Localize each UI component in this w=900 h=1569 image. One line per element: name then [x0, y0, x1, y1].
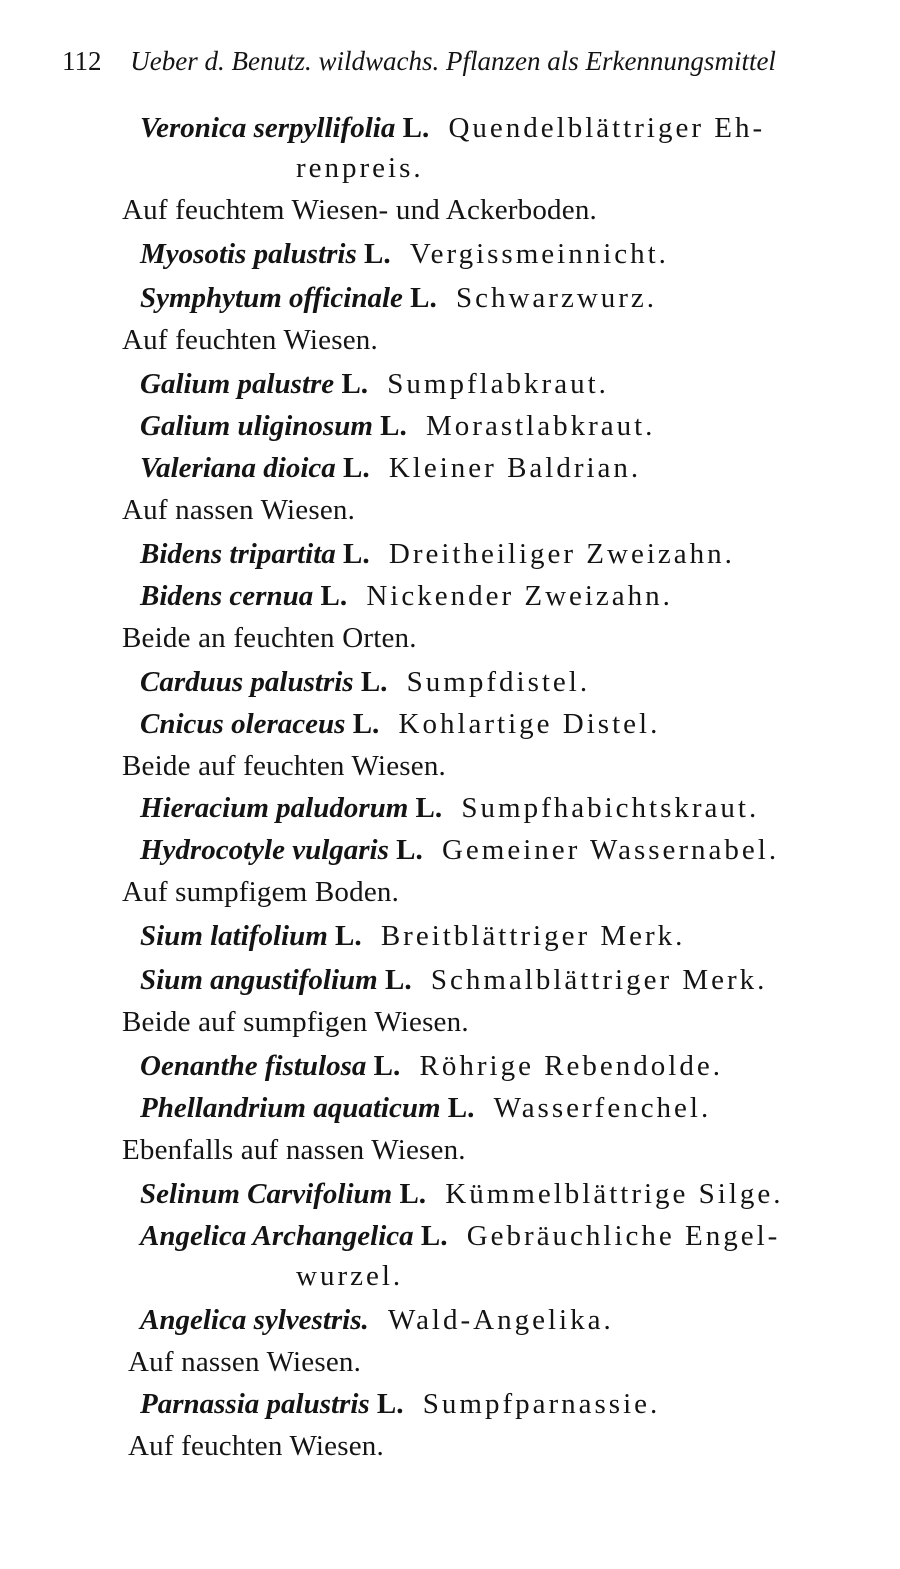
habitat-line: Auf feuchten Wiesen. [128, 1430, 384, 1462]
habitat-line: Beide auf sumpfigen Wiesen. [122, 1006, 469, 1038]
common-name: Quendelblättriger Eh- [448, 112, 766, 144]
species-name: Phellandrium aquaticum [140, 1092, 441, 1124]
common-name: Morastlabkraut. [426, 410, 656, 442]
entry-line [140, 962, 767, 998]
common-name: Sumpfdistel. [406, 666, 591, 698]
entry-line [140, 1386, 660, 1422]
author-abbrev: L. [343, 538, 370, 570]
entry-line [140, 790, 759, 826]
author-abbrev: L. [364, 238, 391, 270]
entry-line [140, 536, 735, 572]
species-name: Myosotis palustris [140, 238, 357, 270]
common-name: Vergissmeinnicht. [409, 238, 669, 270]
species-name: Selinum Carvifolium [140, 1178, 393, 1210]
entry-line [140, 450, 641, 486]
common-name: Kohlartige Distel. [398, 708, 661, 740]
habitat-line: Auf feuchtem Wiesen- und Ackerboden. [122, 194, 597, 226]
common-name: Sumpflabkraut. [387, 368, 609, 400]
author-abbrev: L. [352, 708, 380, 740]
author-abbrev: L. [380, 410, 407, 442]
author-abbrev: L. [320, 580, 348, 612]
continuation-line: renpreis. [296, 152, 424, 184]
author-abbrev: L. [402, 112, 430, 144]
species-name: Galium palustre [140, 368, 335, 400]
species-name: Angelica sylvestris. [140, 1304, 369, 1336]
common-name: Kümmelblättrige Silge. [445, 1178, 784, 1210]
common-name: Breitblättriger Merk. [380, 920, 686, 952]
habitat-line: Auf nassen Wiesen. [122, 494, 356, 526]
entry-line [140, 918, 685, 954]
entry-line [140, 236, 669, 272]
common-name: Sumpfhabichtskraut. [461, 792, 760, 824]
page-number: 112 [62, 46, 102, 76]
habitat-line: Beide an feuchten Orten. [122, 622, 417, 654]
author-abbrev: L. [335, 920, 362, 952]
entry-line [140, 280, 657, 316]
author-abbrev: L. [415, 792, 443, 824]
entry-line [140, 1218, 780, 1254]
species-name: Cnicus oleraceus [140, 708, 346, 740]
common-name: Sumpfparnassie. [422, 1388, 661, 1420]
common-name: Röhrige Rebendolde. [419, 1050, 723, 1082]
author-abbrev: L. [360, 666, 388, 698]
species-name: Hydrocotyle vulgaris [140, 834, 389, 866]
author-abbrev: L. [373, 1050, 401, 1082]
habitat-line: Auf feuchten Wiesen. [122, 324, 378, 356]
species-name: Angelica Archangelica [140, 1220, 414, 1252]
species-name: Parnassia palustris [140, 1388, 370, 1420]
author-abbrev: L. [410, 282, 437, 314]
species-name: Hieracium paludorum [140, 792, 409, 824]
common-name: Gemeiner Wassernabel. [441, 834, 780, 866]
common-name: Gebräuchliche Engel- [466, 1220, 781, 1252]
entry-line [140, 578, 673, 614]
habitat-line: Auf nassen Wiesen. [128, 1346, 362, 1378]
running-title: Ueber d. Benutz. wildwachs. Pflanzen als Erkennungsmittel [130, 46, 776, 76]
common-name: Wald-Angelika. [388, 1304, 614, 1336]
entry-line [140, 1090, 711, 1126]
entry-line [140, 1048, 723, 1084]
author-abbrev: L. [396, 834, 423, 866]
species-name: Symphytum officinale [140, 282, 403, 314]
common-name: Wasserfenchel. [493, 1092, 712, 1124]
common-name: Schwarzwurz. [455, 282, 658, 314]
species-name: Carduus palustris [140, 666, 354, 698]
author-abbrev: L. [447, 1092, 475, 1124]
entry-line [140, 110, 765, 146]
species-name: Veronica serpyllifolia [140, 112, 396, 144]
continuation-line: wurzel. [296, 1260, 404, 1292]
species-name: Sium latifolium [140, 920, 328, 952]
entry-line [140, 1176, 784, 1212]
common-name: Dreitheiliger Zweizahn. [388, 538, 735, 570]
entry-line [140, 706, 660, 742]
species-name: Oenanthe fistulosa [140, 1050, 367, 1082]
author-abbrev: L. [343, 452, 370, 484]
entry-line [140, 832, 779, 868]
common-name: Nickender Zweizahn. [366, 580, 673, 612]
species-name: Valeriana dioica [140, 452, 336, 484]
author-abbrev: L. [341, 368, 369, 400]
entry-line [140, 664, 590, 700]
author-abbrev: L. [420, 1220, 448, 1252]
author-abbrev: L. [376, 1388, 404, 1420]
entry-line [140, 366, 609, 402]
common-name: Kleiner Baldrian. [388, 452, 642, 484]
habitat-line: Ebenfalls auf nassen Wiesen. [122, 1134, 466, 1166]
author-abbrev: L. [399, 1178, 427, 1210]
species-name: Bidens cernua [140, 580, 314, 612]
species-name: Galium uliginosum [140, 410, 373, 442]
species-name: Sium angustifolium [140, 964, 378, 996]
habitat-line: Auf sumpfigem Boden. [122, 876, 400, 908]
common-name: Schmalblättriger Merk. [430, 964, 768, 996]
entry-line [140, 408, 655, 444]
entry-line [140, 1302, 614, 1338]
page-header [62, 46, 862, 77]
species-name: Bidens tripartita [140, 538, 336, 570]
habitat-line: Beide auf feuchten Wiesen. [122, 750, 446, 782]
author-abbrev: L. [385, 964, 412, 996]
